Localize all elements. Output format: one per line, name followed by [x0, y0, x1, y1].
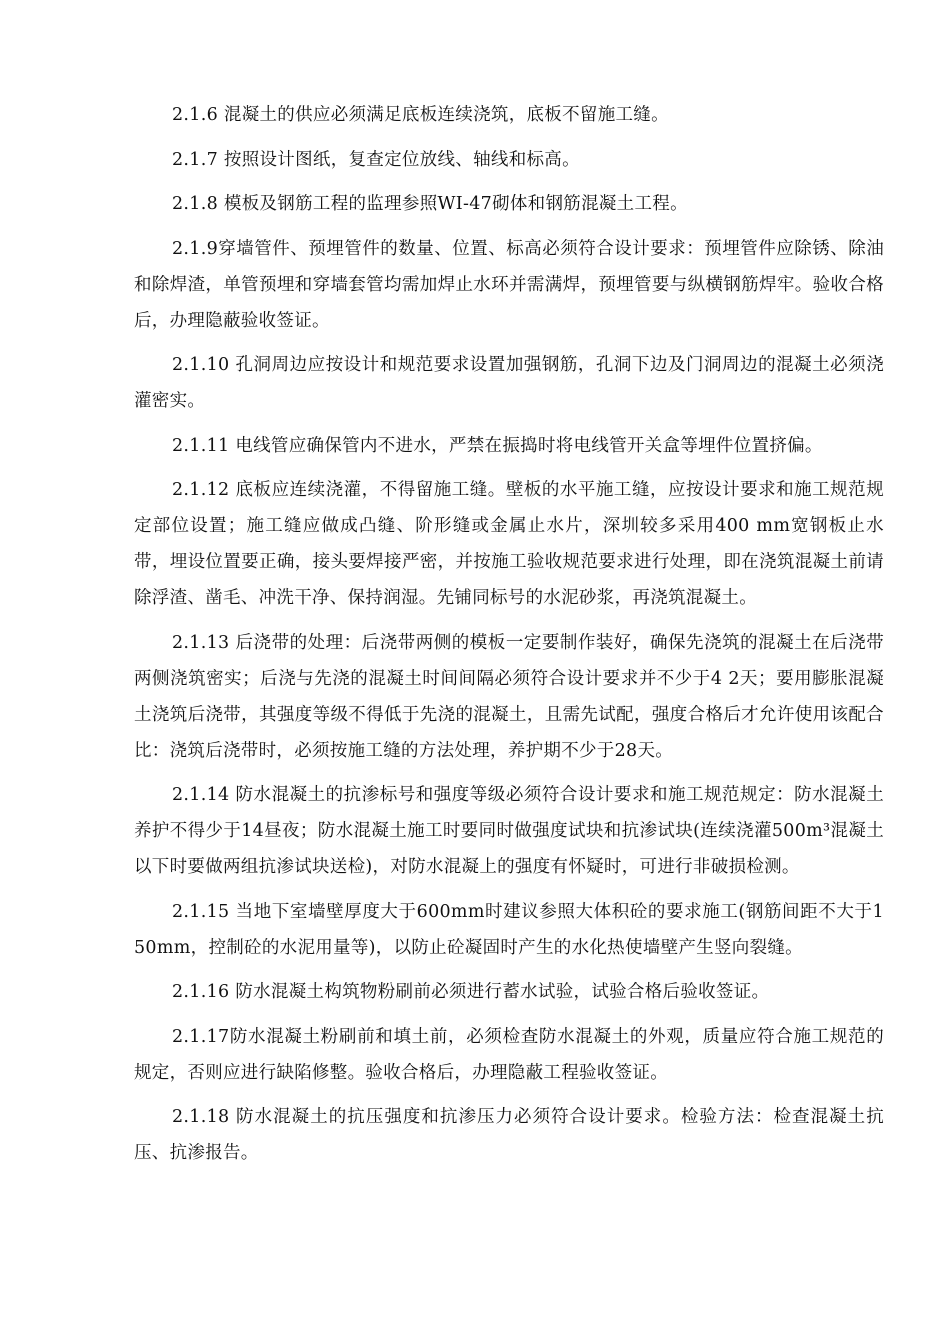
clause-2-1-11: 2.1.11 电线管应确保管内不进水，严禁在振捣时将电线管开关盒等埋件位置挤偏。	[172, 435, 823, 456]
clause-2-1-6: 2.1.6 混凝土的供应必须满足底板连续浇筑，底板不留施工缝。	[172, 105, 669, 125]
clause-2-1-17: 2.1.17防水混凝土粉刷前和填土前，必须检查防水混凝土的外观，质量应符合施工规范的规定，否则应进行缺陷修整。验收合格后，办理隐蔽工程验收签证。	[134, 1026, 884, 1083]
clause-2-1-18: 2.1.18 防水混凝土的抗压强度和抗渗压力必须符合设计要求。检验方法：检查混凝土抗压、抗渗报告。	[134, 1107, 884, 1163]
clause-2-1-16: 2.1.16 防水混凝土构筑物粉刷前必须进行蓄水试验，试验合格后验收签证。	[172, 982, 770, 1002]
document-body	[134, 97, 884, 1180]
clause-2-1-14: 2.1.14 防水混凝土的抗渗标号和强度等级必须符合设计要求和施工规范规定：防水混凝土养护不得少于14昼夜；防水混凝土施工时要同时做强度试块和抗渗试块(连续浇灌500m³混凝土以下时要做两组抗渗试块送检)，对防水混凝上的强度有怀疑时，可进行非破损检测。	[134, 785, 884, 877]
clause-2-1-9: 2.1.9穿墙管件、预埋管件的数量、位置、标高必须符合设计要求：预埋管件应除锈、除油和除焊渣，单管预埋和穿墙套管均需加焊止水环并需满焊，预埋管要与纵横钢筋焊牢。验收合格后，办理隐蔽验收签证。	[134, 238, 884, 331]
clause-2-1-8: 2.1.8 模板及钢筋工程的监理参照WI-47砌体和钢筋混凝土工程。	[172, 194, 688, 214]
clause-2-1-15: 2.1.15 当地下室墙壁厚度大于600mm时建议参照大体积砼的要求施工(钢筋间距不大于150mm，控制砼的水泥用量等)，以防止砼凝固时产生的水化热使墙壁产生竖向裂缝。	[134, 901, 884, 958]
clause-2-1-12: 2.1.12 底板应连续浇灌，不得留施工缝。壁板的水平施工缝，应按设计要求和施工规范规定部位设置；施工缝应做成凸缝、阶形缝或金属止水片，深圳较多采用400 mm宽钢板止水带，埋设位置要正确，接头要焊接严密，并按施工验收规范要求进行处理，即在浇筑混凝土前请除浮渣、凿毛、冲洗干净、保持润湿。先铺同标号的水泥砂浆，再浇筑混凝土。	[134, 480, 884, 608]
clause-2-1-7: 2.1.7 按照设计图纸，复查定位放线、轴线和标高。	[172, 149, 580, 170]
clause-2-1-10: 2.1.10 孔洞周边应按设计和规范要求设置加强钢筋，孔洞下边及门洞周边的混凝土必须浇灌密实。	[134, 355, 884, 411]
clause-2-1-13: 2.1.13 后浇带的处理：后浇带两侧的模板一定要制作装好，确保先浇筑的混凝土在后浇带两侧浇筑密实；后浇与先浇的混凝土时间间隔必须符合设计要求并不少于4 2天；要用膨胀混凝土浇筑后浇带，其强度等级不得低于先浇的混凝土，且需先试配，强度合格后才允许使用该配合比：浇筑后浇带时，必须按施工缝的方法处理，养护期不少于28天。	[134, 632, 884, 761]
